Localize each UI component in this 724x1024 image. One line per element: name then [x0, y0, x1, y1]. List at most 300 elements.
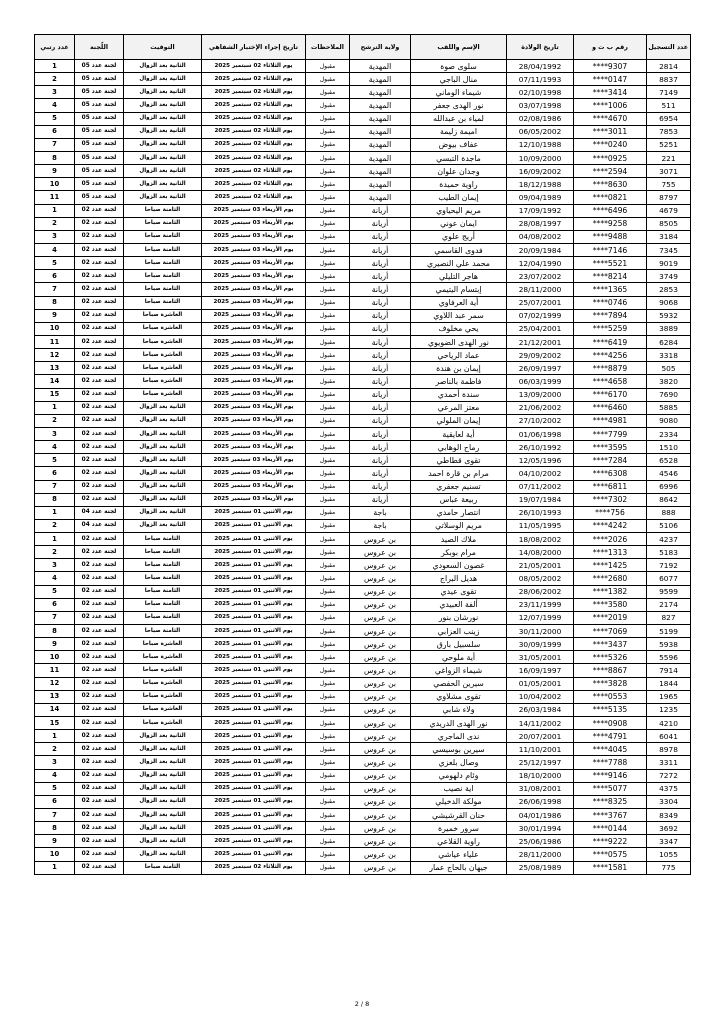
- state-cell: أريانة: [350, 257, 411, 270]
- birth-date-cell: 21/12/2001: [507, 335, 574, 348]
- state-cell: أريانة: [350, 243, 411, 256]
- state-cell: بن عروس: [350, 848, 411, 861]
- state-cell: المهدية: [350, 178, 411, 191]
- notes-cell: مقبول: [306, 848, 350, 861]
- committee-cell: لجنة عدد 02: [75, 454, 124, 467]
- id-number-cell: ****9146: [574, 769, 647, 782]
- committee-cell: لجنة عدد 05: [75, 73, 124, 86]
- full-name-cell: اميمة زليمة: [411, 125, 507, 138]
- birth-date-cell: 25/07/2001: [507, 296, 574, 309]
- id-number-cell: ****6460: [574, 401, 647, 414]
- exam-date-cell: يوم الأربعاء 03 سبتمبر 2025: [202, 204, 306, 217]
- time-cell: العاشرة صباحا: [124, 638, 202, 651]
- table-row: [35, 441, 691, 454]
- state-cell: أريانة: [350, 480, 411, 493]
- committee-cell: لجنة عدد 02: [75, 480, 124, 493]
- id-number-cell: ****7146: [574, 243, 647, 256]
- rank-number-cell: 6: [35, 467, 75, 480]
- table-row: [35, 743, 691, 756]
- registration-number-cell: 1965: [647, 690, 691, 703]
- table-row: [35, 335, 691, 348]
- id-number-cell: ****9258: [574, 217, 647, 230]
- exam-date-cell: يوم الاثنين 01 سبتمبر 2025: [202, 651, 306, 664]
- notes-cell: مقبول: [306, 414, 350, 427]
- rank-number-cell: 15: [35, 388, 75, 401]
- time-cell: الثامنة صباحا: [124, 546, 202, 559]
- notes-cell: مقبول: [306, 283, 350, 296]
- id-number-cell: ****4242: [574, 519, 647, 532]
- rank-number-cell: 11: [35, 664, 75, 677]
- time-cell: الثانية بعد الزوال: [124, 506, 202, 519]
- birth-date-cell: 26/03/1984: [507, 703, 574, 716]
- table-row: [35, 677, 691, 690]
- id-number-cell: ****4256: [574, 349, 647, 362]
- birth-date-cell: 28/11/2000: [507, 283, 574, 296]
- id-number-cell: ****2680: [574, 572, 647, 585]
- birth-date-cell: 12/07/1999: [507, 611, 574, 624]
- birth-date-cell: 28/08/1997: [507, 217, 574, 230]
- table-row: [35, 809, 691, 822]
- id-number-cell: ****8867: [574, 664, 647, 677]
- state-cell: المهدية: [350, 112, 411, 125]
- table-row: [35, 467, 691, 480]
- birth-date-cell: 12/05/1996: [507, 454, 574, 467]
- full-name-cell: راوية القلاعي: [411, 835, 507, 848]
- notes-cell: مقبول: [306, 270, 350, 283]
- state-cell: بن عروس: [350, 664, 411, 677]
- full-name-cell: ايمان عوني: [411, 217, 507, 230]
- notes-cell: مقبول: [306, 243, 350, 256]
- registration-number-cell: 3184: [647, 230, 691, 243]
- notes-cell: مقبول: [306, 809, 350, 822]
- exam-date-cell: يوم الأربعاء 03 سبتمبر 2025: [202, 493, 306, 506]
- registration-number-cell: 3311: [647, 756, 691, 769]
- state-cell: أريانة: [350, 375, 411, 388]
- committee-cell: لجنة عدد 02: [75, 769, 124, 782]
- time-cell: الثانية بعد الزوال: [124, 427, 202, 440]
- time-cell: الثانية بعد الزوال: [124, 730, 202, 743]
- id-number-cell: ****5077: [574, 782, 647, 795]
- birth-date-cell: 04/10/2002: [507, 467, 574, 480]
- state-cell: بن عروس: [350, 769, 411, 782]
- notes-cell: مقبول: [306, 362, 350, 375]
- header-rank-number: عدد رتبي: [35, 35, 75, 60]
- full-name-cell: ربيعة عباس: [411, 493, 507, 506]
- full-name-cell: ماجدة التبسي: [411, 151, 507, 164]
- exam-date-cell: يوم الأربعاء 03 سبتمبر 2025: [202, 322, 306, 335]
- id-number-cell: ****6496: [574, 204, 647, 217]
- registration-number-cell: 6041: [647, 730, 691, 743]
- full-name-cell: فاطمة بالناصر: [411, 375, 507, 388]
- rank-number-cell: 4: [35, 243, 75, 256]
- full-name-cell: تسنيم جعفري: [411, 480, 507, 493]
- registration-number-cell: 6284: [647, 335, 691, 348]
- exam-date-cell: يوم الاثنين 01 سبتمبر 2025: [202, 546, 306, 559]
- time-cell: الثانية بعد الزوال: [124, 480, 202, 493]
- registration-number-cell: 3347: [647, 835, 691, 848]
- time-cell: العاشرة صباحا: [124, 651, 202, 664]
- time-cell: العاشرة صباحا: [124, 677, 202, 690]
- full-name-cell: إيمان الملولي: [411, 414, 507, 427]
- notes-cell: مقبول: [306, 743, 350, 756]
- id-number-cell: ****1425: [574, 559, 647, 572]
- table-row: [35, 848, 691, 861]
- notes-cell: مقبول: [306, 467, 350, 480]
- committee-cell: لجنة عدد 02: [75, 703, 124, 716]
- table-row: [35, 598, 691, 611]
- registration-number-cell: 3749: [647, 270, 691, 283]
- full-name-cell: ولاء شابي: [411, 703, 507, 716]
- exam-date-cell: يوم الاثنين 01 سبتمبر 2025: [202, 506, 306, 519]
- state-cell: بن عروس: [350, 677, 411, 690]
- full-name-cell: أية العرفاوي: [411, 296, 507, 309]
- state-cell: بن عروس: [350, 809, 411, 822]
- committee-cell: لجنة عدد 05: [75, 138, 124, 151]
- table-row: [35, 243, 691, 256]
- state-cell: أريانة: [350, 441, 411, 454]
- table-row: [35, 585, 691, 598]
- id-number-cell: ****3437: [574, 638, 647, 651]
- committee-cell: لجنة عدد 02: [75, 283, 124, 296]
- birth-date-cell: 18/10/2000: [507, 769, 574, 782]
- birth-date-cell: 14/08/2000: [507, 546, 574, 559]
- full-name-cell: محمد علي النصيري: [411, 257, 507, 270]
- committee-cell: لجنة عدد 02: [75, 335, 124, 348]
- committee-cell: لجنة عدد 02: [75, 585, 124, 598]
- committee-cell: لجنة عدد 02: [75, 651, 124, 664]
- table-row: [35, 178, 691, 191]
- exam-date-cell: يوم الأربعاء 03 سبتمبر 2025: [202, 375, 306, 388]
- notes-cell: مقبول: [306, 309, 350, 322]
- state-cell: أريانة: [350, 204, 411, 217]
- birth-date-cell: 01/06/1998: [507, 427, 574, 440]
- registration-number-cell: 511: [647, 99, 691, 112]
- rank-number-cell: 10: [35, 178, 75, 191]
- table-row: [35, 638, 691, 651]
- registration-number-cell: 4546: [647, 467, 691, 480]
- table-row: [35, 795, 691, 808]
- full-name-cell: يحي مخلوف: [411, 322, 507, 335]
- exam-date-cell: يوم الأربعاء 03 سبتمبر 2025: [202, 283, 306, 296]
- committee-cell: لجنة عدد 02: [75, 296, 124, 309]
- committee-cell: لجنة عدد 02: [75, 230, 124, 243]
- notes-cell: مقبول: [306, 60, 350, 73]
- birth-date-cell: 28/06/2002: [507, 585, 574, 598]
- exam-date-cell: يوم الاثنين 01 سبتمبر 2025: [202, 677, 306, 690]
- notes-cell: مقبول: [306, 230, 350, 243]
- header-id-number: رقم ب ت و: [574, 35, 647, 60]
- notes-cell: مقبول: [306, 506, 350, 519]
- time-cell: الثامنة صباحا: [124, 283, 202, 296]
- rank-number-cell: 10: [35, 651, 75, 664]
- notes-cell: مقبول: [306, 178, 350, 191]
- time-cell: الثانية بعد الزوال: [124, 454, 202, 467]
- id-number-cell: ****9488: [574, 230, 647, 243]
- exam-date-cell: يوم الاثنين 01 سبتمبر 2025: [202, 769, 306, 782]
- full-name-cell: ندى الماجري: [411, 730, 507, 743]
- committee-cell: لجنة عدد 02: [75, 309, 124, 322]
- time-cell: الثانية بعد الزوال: [124, 493, 202, 506]
- state-cell: أريانة: [350, 217, 411, 230]
- state-cell: أريانة: [350, 427, 411, 440]
- full-name-cell: إبتسام اليتيمي: [411, 283, 507, 296]
- full-name-cell: نور الهدى الدريدي: [411, 717, 507, 730]
- state-cell: أريانة: [350, 467, 411, 480]
- committee-cell: لجنة عدد 02: [75, 467, 124, 480]
- rank-number-cell: 9: [35, 165, 75, 178]
- notes-cell: مقبول: [306, 795, 350, 808]
- exam-date-cell: يوم الاثنين 01 سبتمبر 2025: [202, 822, 306, 835]
- time-cell: الثانية بعد الزوال: [124, 848, 202, 861]
- rank-number-cell: 11: [35, 335, 75, 348]
- committee-cell: لجنة عدد 02: [75, 270, 124, 283]
- rank-number-cell: 6: [35, 270, 75, 283]
- state-cell: بن عروس: [350, 611, 411, 624]
- notes-cell: مقبول: [306, 717, 350, 730]
- state-cell: أريانة: [350, 414, 411, 427]
- table-row: [35, 401, 691, 414]
- full-name-cell: زينب العزابي: [411, 625, 507, 638]
- id-number-cell: ****8879: [574, 362, 647, 375]
- registration-number-cell: 4679: [647, 204, 691, 217]
- rank-number-cell: 14: [35, 375, 75, 388]
- rank-number-cell: 6: [35, 598, 75, 611]
- birth-date-cell: 08/05/2002: [507, 572, 574, 585]
- exam-date-cell: يوم الأربعاء 03 سبتمبر 2025: [202, 454, 306, 467]
- state-cell: أريانة: [350, 283, 411, 296]
- registration-number-cell: 8978: [647, 743, 691, 756]
- rank-number-cell: 7: [35, 611, 75, 624]
- state-cell: المهدية: [350, 165, 411, 178]
- state-cell: باجة: [350, 506, 411, 519]
- state-cell: المهدية: [350, 151, 411, 164]
- state-cell: أريانة: [350, 388, 411, 401]
- time-cell: الثامنة صباحا: [124, 585, 202, 598]
- id-number-cell: ****1006: [574, 99, 647, 112]
- state-cell: بن عروس: [350, 533, 411, 546]
- state-cell: بن عروس: [350, 651, 411, 664]
- table-row: [35, 625, 691, 638]
- state-cell: بن عروس: [350, 572, 411, 585]
- rank-number-cell: 4: [35, 572, 75, 585]
- rank-number-cell: 5: [35, 257, 75, 270]
- birth-date-cell: 28/04/1992: [507, 60, 574, 73]
- time-cell: الثامنة صباحا: [124, 559, 202, 572]
- header-birth-date: تاريخ الولادة: [507, 35, 574, 60]
- rank-number-cell: 6: [35, 125, 75, 138]
- registration-number-cell: 7192: [647, 559, 691, 572]
- time-cell: الثانية بعد الزوال: [124, 178, 202, 191]
- notes-cell: مقبول: [306, 322, 350, 335]
- state-cell: بن عروس: [350, 835, 411, 848]
- birth-date-cell: 16/09/1997: [507, 664, 574, 677]
- rank-number-cell: 10: [35, 848, 75, 861]
- time-cell: الثانية بعد الزوال: [124, 756, 202, 769]
- header-exam-date: تاريخ إجراء الإختبار الشفاهي: [202, 35, 306, 60]
- id-number-cell: ****8325: [574, 795, 647, 808]
- birth-date-cell: 26/09/1997: [507, 362, 574, 375]
- committee-cell: لجنة عدد 05: [75, 112, 124, 125]
- rank-number-cell: 15: [35, 717, 75, 730]
- committee-cell: لجنة عدد 02: [75, 349, 124, 362]
- notes-cell: مقبول: [306, 375, 350, 388]
- notes-cell: مقبول: [306, 822, 350, 835]
- id-number-cell: ****7894: [574, 309, 647, 322]
- registration-number-cell: 9080: [647, 414, 691, 427]
- committee-cell: لجنة عدد 05: [75, 165, 124, 178]
- time-cell: الثامنة صباحا: [124, 270, 202, 283]
- time-cell: الثامنة صباحا: [124, 230, 202, 243]
- rank-number-cell: 1: [35, 204, 75, 217]
- full-name-cell: هاجر التليلي: [411, 270, 507, 283]
- table-row: [35, 519, 691, 532]
- full-name-cell: أية لعايقية: [411, 427, 507, 440]
- notes-cell: مقبول: [306, 112, 350, 125]
- notes-cell: مقبول: [306, 401, 350, 414]
- rank-number-cell: 12: [35, 349, 75, 362]
- exam-date-cell: يوم الأربعاء 03 سبتمبر 2025: [202, 467, 306, 480]
- table-row: [35, 546, 691, 559]
- birth-date-cell: 02/10/1998: [507, 86, 574, 99]
- committee-cell: لجنة عدد 02: [75, 822, 124, 835]
- state-cell: أريانة: [350, 270, 411, 283]
- time-cell: الثانية بعد الزوال: [124, 795, 202, 808]
- id-number-cell: ****0746: [574, 296, 647, 309]
- registration-number-cell: 6954: [647, 112, 691, 125]
- notes-cell: مقبول: [306, 257, 350, 270]
- notes-cell: مقبول: [306, 730, 350, 743]
- id-number-cell: ****2026: [574, 533, 647, 546]
- full-name-cell: سمر عبد اللاوي: [411, 309, 507, 322]
- exam-date-cell: يوم الأربعاء 03 سبتمبر 2025: [202, 349, 306, 362]
- registration-number-cell: 2814: [647, 60, 691, 73]
- committee-cell: لجنة عدد 05: [75, 178, 124, 191]
- committee-cell: لجنة عدد 02: [75, 322, 124, 335]
- committee-cell: لجنة عدد 02: [75, 204, 124, 217]
- state-cell: بن عروس: [350, 822, 411, 835]
- full-name-cell: أريج علوي: [411, 230, 507, 243]
- registration-number-cell: 4375: [647, 782, 691, 795]
- birth-date-cell: 07/11/1993: [507, 73, 574, 86]
- committee-cell: لجنة عدد 02: [75, 743, 124, 756]
- time-cell: العاشرة صباحا: [124, 717, 202, 730]
- id-number-cell: ****8630: [574, 178, 647, 191]
- notes-cell: مقبول: [306, 703, 350, 716]
- id-number-cell: ****0553: [574, 690, 647, 703]
- birth-date-cell: 07/11/2002: [507, 480, 574, 493]
- exam-date-cell: يوم الثلاثاء 02 سبتمبر 2025: [202, 125, 306, 138]
- notes-cell: مقبول: [306, 782, 350, 795]
- table-row: [35, 835, 691, 848]
- full-name-cell: مولكة الدخيلي: [411, 795, 507, 808]
- id-number-cell: ****7302: [574, 493, 647, 506]
- id-number-cell: ****9307: [574, 60, 647, 73]
- state-cell: أريانة: [350, 493, 411, 506]
- table-row: [35, 572, 691, 585]
- birth-date-cell: 06/05/2002: [507, 125, 574, 138]
- full-name-cell: سلسبيل بارق: [411, 638, 507, 651]
- birth-date-cell: 25/08/1989: [507, 861, 574, 874]
- state-cell: باجة: [350, 519, 411, 532]
- id-number-cell: ****1365: [574, 283, 647, 296]
- notes-cell: مقبول: [306, 835, 350, 848]
- exam-date-cell: يوم الأربعاء 03 سبتمبر 2025: [202, 480, 306, 493]
- committee-cell: لجنة عدد 02: [75, 257, 124, 270]
- rank-number-cell: 8: [35, 151, 75, 164]
- notes-cell: مقبول: [306, 454, 350, 467]
- exam-date-cell: يوم الثلاثاء 02 سبتمبر 2025: [202, 86, 306, 99]
- notes-cell: مقبول: [306, 769, 350, 782]
- time-cell: الثامنة صباحا: [124, 625, 202, 638]
- committee-cell: لجنة عدد 02: [75, 375, 124, 388]
- full-name-cell: سرور خميرة: [411, 822, 507, 835]
- committee-cell: لجنة عدد 02: [75, 401, 124, 414]
- registration-number-cell: 9019: [647, 257, 691, 270]
- birth-date-cell: 31/08/2001: [507, 782, 574, 795]
- full-name-cell: سيرين بوسيسي: [411, 743, 507, 756]
- notes-cell: مقبول: [306, 427, 350, 440]
- full-name-cell: علياء عياشي: [411, 848, 507, 861]
- committee-cell: لجنة عدد 04: [75, 506, 124, 519]
- full-name-cell: فدوى القاسمي: [411, 243, 507, 256]
- id-number-cell: ****4045: [574, 743, 647, 756]
- exam-date-cell: يوم الأربعاء 03 سبتمبر 2025: [202, 296, 306, 309]
- full-name-cell: مريم اليحياوي: [411, 204, 507, 217]
- registration-number-cell: 7914: [647, 664, 691, 677]
- table-row: [35, 375, 691, 388]
- table-row: [35, 191, 691, 204]
- state-cell: بن عروس: [350, 559, 411, 572]
- birth-date-cell: 20/07/2001: [507, 730, 574, 743]
- notes-cell: مقبول: [306, 204, 350, 217]
- rank-number-cell: 1: [35, 533, 75, 546]
- id-number-cell: ****3011: [574, 125, 647, 138]
- committee-cell: لجنة عدد 02: [75, 625, 124, 638]
- time-cell: الثامنة صباحا: [124, 611, 202, 624]
- state-cell: أريانة: [350, 335, 411, 348]
- exam-date-cell: يوم الثلاثاء 02 سبتمبر 2025: [202, 99, 306, 112]
- table-row: [35, 204, 691, 217]
- registration-number-cell: 775: [647, 861, 691, 874]
- notes-cell: مقبول: [306, 756, 350, 769]
- header-row: [35, 35, 691, 60]
- rank-number-cell: 1: [35, 506, 75, 519]
- state-cell: أريانة: [350, 454, 411, 467]
- committee-cell: لجنة عدد 02: [75, 795, 124, 808]
- page-number: 2 / 8: [354, 1000, 370, 1008]
- registration-number-cell: 5938: [647, 638, 691, 651]
- table-row: [35, 217, 691, 230]
- full-name-cell: معتز المرعي: [411, 401, 507, 414]
- table-row: [35, 309, 691, 322]
- table-row: [35, 86, 691, 99]
- committee-cell: لجنة عدد 02: [75, 427, 124, 440]
- birth-date-cell: 28/11/2000: [507, 848, 574, 861]
- birth-date-cell: 13/09/2000: [507, 388, 574, 401]
- rank-number-cell: 5: [35, 112, 75, 125]
- state-cell: بن عروس: [350, 703, 411, 716]
- id-number-cell: ****0925: [574, 151, 647, 164]
- full-name-cell: اية نصيب: [411, 782, 507, 795]
- birth-date-cell: 12/04/1990: [507, 257, 574, 270]
- time-cell: الثامنة صباحا: [124, 204, 202, 217]
- exam-date-cell: يوم الثلاثاء 02 سبتمبر 2025: [202, 60, 306, 73]
- id-number-cell: ****0240: [574, 138, 647, 151]
- rank-number-cell: 11: [35, 191, 75, 204]
- rank-number-cell: 1: [35, 861, 75, 874]
- birth-date-cell: 18/12/1988: [507, 178, 574, 191]
- time-cell: الثامنة صباحا: [124, 257, 202, 270]
